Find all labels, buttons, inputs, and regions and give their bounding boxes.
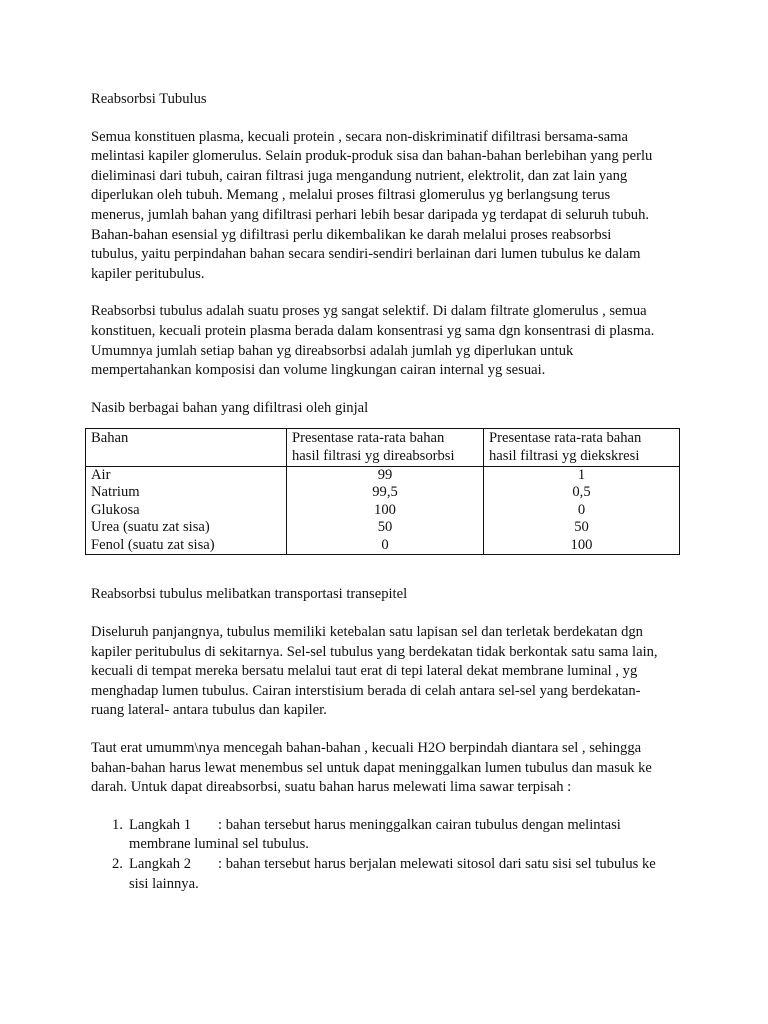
header-reabsorbed: Presentase rata-rata bahan hasil filtrasi yg direabsorbsi — [287, 429, 484, 466]
table-row — [86, 466, 680, 555]
table-caption: Nasib berbagai bahan yang difiltrasi oleh ginjal — [91, 399, 369, 416]
substance-cell: Glukosa — [91, 501, 140, 518]
paragraph-intro: Semua konstituen plasma, kecuali protein , secara non-diskriminatif difiltrasi bersama-sama melintasi kapiler glomerulus. Selain produk-produk sisa dan bahan-bahan berlebihan yang perlu dieliminasi dari tubuh, cairan filtrasi juga mengandung nutrient, elektrolit, dan zat lain yang diperlukan oleh tubuh. Memang , melalui proses filtrasi glomerulus yg berlangsung terus menerus, jumlah bahan yang difiltrasi perhari lebih besar daripada yg terdapat di seluruh tubuh. Bahan-bahan esensial yg difiltrasi perlu dikembalikan ke darah melalui proses reabsorbsi tubulus, yaitu perpindahan bahan secara sendiri-sendiri berlainan dari lumen tubulus ke dalam kapiler peritubulus. — [91, 128, 653, 282]
step-body — [129, 816, 691, 855]
step-number: 2. — [112, 856, 123, 872]
substance-cell: Fenol (suatu zat sisa) — [91, 536, 215, 553]
substance-cell: Urea (suatu zat sisa) — [91, 519, 210, 536]
table-header-row — [86, 429, 680, 466]
excreted-cell: 1 — [577, 466, 586, 483]
paragraph-barriers: Taut erat umumm\nya mencegah bahan-bahan , kecuali H2O berpindah diantara sel , sehingga bahan-bahan harus lewat menembus sel untuk dapat meninggalkan lumen tubulus dan masuk ke darah. Untuk dapat direabsorbsi, suatu bahan harus melewati lima sawar terpisah : — [91, 740, 652, 796]
excreted-cell: 0,5 — [572, 484, 591, 501]
step-text: : bahan tersebut harus berjalan melewati sitosol dari satu sisi sel tubulus ke sisi lainnya. — [129, 856, 656, 892]
reabsorbed-cell: 0 — [381, 536, 389, 553]
reabsorbed-cell: 99,5 — [372, 484, 398, 501]
excreted-cell: 0 — [577, 501, 586, 518]
reabsorbed-cell: 50 — [377, 519, 393, 536]
step-text: : bahan tersebut harus meninggalkan cairan tubulus dengan melintasi membrane luminal sel tubulus. — [129, 816, 621, 853]
step-number: 1. — [112, 816, 123, 833]
paragraph-selective: Reabsorbsi tubulus adalah suatu proses yg sangat selektif. Di dalam filtrate glomerulus , semua konstituen, kecuali protein plasma berada dalam konsentrasi yg sama dgn konsentrasi di plasma. Umumnya jumlah setiap bahan yg direabsorbsi adalah jumlah yg diperlukan untuk mempertahankan komposisi dan volume lingkungan cairan internal yg sesuai. — [91, 303, 655, 379]
paragraph-tubule-structure: Diseluruh panjangnya, tubulus memiliki ketebalan satu lapisan sel dan terletak berdekatan dgn kapiler peritubulus di sekitarnya. Sel-sel tubulus yang berdekatan tidak berkontak satu sama lain, kecuali di tempat mereka bersatu melalui taut erat di tepi lateral dekat membrane luminal , yg menghadap lumen tubulus. Cairan interstisium berada di celah antara sel-sel yang berdekatan- ruang lateral- antara tubulus dan kapiler. — [91, 624, 658, 719]
step-label: Langkah 1 — [129, 816, 192, 833]
list-item — [91, 855, 691, 894]
step-label: Langkah 2 — [129, 856, 192, 872]
substance-cell: Natrium — [91, 484, 140, 501]
document-content — [91, 90, 691, 894]
document-title: Reabsorbsi Tubulus — [91, 91, 207, 107]
reabsorbed-cell: 99 — [377, 466, 393, 483]
list-item — [91, 816, 691, 855]
step-body — [129, 855, 691, 894]
reabsorbed-cell: 100 — [374, 501, 396, 518]
header-substance: Bahan — [86, 429, 287, 466]
excreted-column — [484, 466, 680, 555]
steps-list — [91, 816, 691, 894]
substance-cell: Air — [91, 466, 111, 483]
section-title-transepithelial: Reabsorbsi tubulus melibatkan transportasi transepitel — [91, 586, 408, 603]
reabsorbed-column — [287, 466, 484, 555]
substance-column — [86, 466, 287, 555]
filtration-table — [85, 428, 680, 555]
header-excreted: Presentase rata-rata bahan hasil filtrasi yg diekskresi — [484, 429, 680, 466]
excreted-cell: 50 — [574, 519, 589, 536]
excreted-cell: 100 — [570, 536, 593, 553]
